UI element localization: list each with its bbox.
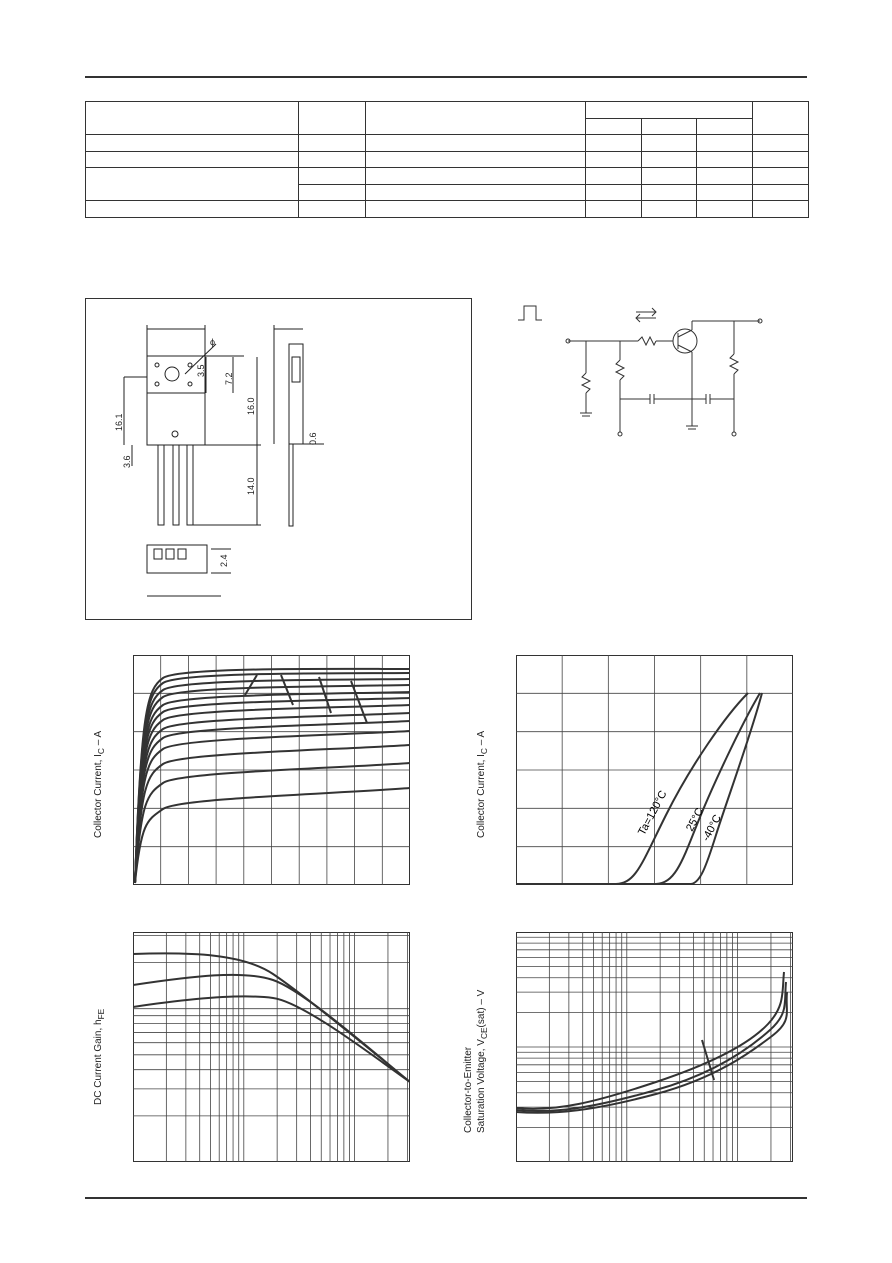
- output-curve: [135, 731, 410, 883]
- ic-vbe-plot: [516, 655, 793, 885]
- hfe-ic-plot: [133, 932, 410, 1162]
- table-row: [86, 201, 809, 218]
- package-outline-frame: [85, 298, 472, 620]
- dim-label: 2.4: [219, 554, 229, 567]
- table-row: [86, 135, 809, 152]
- top-rule: [85, 76, 807, 78]
- phi-symbol: ϕ: [210, 337, 216, 347]
- dim-label: 0.6: [308, 432, 318, 445]
- dim-label: 16.0: [246, 397, 256, 415]
- dim-label: 7.2: [224, 372, 234, 385]
- package-drawing: [86, 299, 473, 621]
- dim-label: 14.0: [246, 477, 256, 495]
- ic-vce-ylabel: Collector Current, $I_C$ – A: [93, 730, 106, 838]
- output-curve: [135, 673, 410, 883]
- output-curve: [135, 713, 410, 883]
- spec-table: [85, 101, 809, 218]
- gain-curve: [133, 996, 410, 1082]
- table-row: [86, 152, 809, 168]
- vcesat-ic-plot: [516, 932, 793, 1162]
- dim-label: 16.1: [114, 413, 124, 431]
- dim-label: 3.5: [196, 364, 206, 377]
- output-curve: [135, 763, 410, 883]
- curve-label: Ta=120°C: [636, 788, 670, 838]
- gain-curve: [133, 953, 410, 1082]
- curve-label: -40°C: [700, 812, 724, 844]
- dim-label: 3.6: [122, 455, 132, 468]
- vcesat-ylabel: Collector-to-Emitter Saturation Voltage, $V_{CE}(sat)$ – V: [463, 989, 489, 1133]
- output-curve: [135, 692, 410, 883]
- annotation-arrow: [245, 675, 257, 695]
- curve-label: 25°C: [684, 806, 707, 834]
- table-row: [86, 102, 809, 119]
- ic-vbe-ylabel: Collector Current, $I_C$ – A: [476, 730, 489, 838]
- table-row: [86, 168, 809, 185]
- gain-curve: [133, 975, 410, 1082]
- pulse-icon: [518, 306, 542, 320]
- ic-vce-plot: [133, 655, 410, 885]
- saturation-curve: [516, 982, 786, 1111]
- bottom-rule: [85, 1197, 807, 1199]
- output-curve: [135, 788, 410, 883]
- test-circuit-diagram: [510, 298, 780, 443]
- transfer-curve: [516, 693, 762, 884]
- hfe-ylabel: DC Current Gain, $h_{FE}$: [93, 1008, 106, 1105]
- annotation-arrow: [351, 681, 367, 723]
